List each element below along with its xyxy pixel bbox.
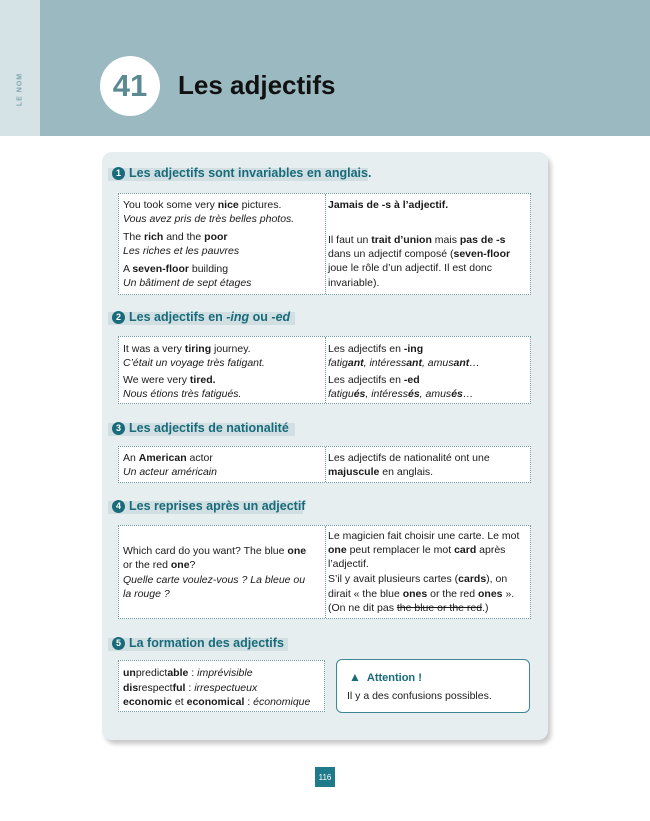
section-1-title — [112, 166, 371, 180]
page-number: 116 — [315, 767, 335, 787]
page-header — [0, 0, 650, 136]
chapter-title: Les adjectifs — [178, 70, 336, 100]
example-fr: Les riches et les pauvres — [123, 245, 240, 257]
example-en: or the red one? — [123, 559, 196, 571]
section-side-tab — [0, 0, 40, 136]
example-fr: Un acteur américain — [123, 466, 217, 478]
example-en: unpredictable : imprévisible — [123, 667, 253, 679]
section-number-badge: 2 — [112, 311, 125, 324]
example-en: It was a very tiring journey. — [123, 343, 251, 355]
section-title-text: Les adjectifs sont invariables en anglais. — [129, 166, 372, 180]
rule-text: dirait « the blue ones or the red ones ». — [328, 588, 515, 600]
example-en: disrespectful : irrespectueux — [123, 682, 258, 694]
section-2-title: 2 Les adjectifs en -ing ou -ed — [112, 310, 290, 324]
rule-text: Le magicien fait choisir une carte. Le mot — [328, 530, 520, 542]
section-4-title: 4 Les reprises après un adjectif — [112, 499, 305, 513]
rule-text: Les adjectifs en -ing — [328, 343, 424, 355]
attention-title: ▲ Attention ! — [349, 670, 422, 684]
example-fr: Quelle carte voulez-vous ? La bleue ou — [123, 574, 306, 586]
example-en: An American actor — [123, 452, 213, 464]
chapter-number: 41 — [100, 56, 160, 116]
example-en: We were very tired. — [123, 374, 216, 386]
example-fr: Un bâtiment de sept étages — [123, 277, 252, 289]
rule-text: joue le rôle d’un adjectif. Il est donc — [328, 262, 493, 274]
rule-text: Jamais de -s à l’adjectif. — [328, 199, 449, 211]
rule-text: fatigant, intéressant, amusant… — [328, 357, 480, 369]
attention-body: Il y a des confusions possibles. — [347, 690, 492, 702]
section-number-badge: 4 — [112, 500, 125, 513]
section-number-badge: 1 — [112, 167, 125, 180]
example-en: Which card do you want? The blue one — [123, 545, 307, 557]
example-en: A seven-floor building — [123, 263, 229, 275]
column-divider — [325, 194, 326, 294]
rule-text: Les adjectifs en -ed — [328, 374, 420, 386]
example-en: The rich and the poor — [123, 231, 228, 243]
rule-text: dans un adjectif composé (seven-floor — [328, 248, 511, 260]
rule-text: fatigués, intéressés, amusés… — [328, 388, 474, 400]
rule-text: S’il y avait plusieurs cartes (cards), on — [328, 573, 508, 585]
example-fr: Nous étions très fatigués. — [123, 388, 242, 400]
rule-text: Les adjectifs de nationalité ont une — [328, 452, 490, 464]
example-fr: la rouge ? — [123, 588, 170, 600]
rule-text: invariable). — [328, 277, 380, 289]
side-tab-label: LE NOM — [16, 72, 24, 107]
example-fr: Vous avez pris de très belles photos. — [123, 213, 295, 225]
attention-box — [336, 659, 530, 713]
warning-icon: ▲ — [349, 670, 361, 684]
rule-text: l’adjectif. — [328, 558, 369, 570]
example-en: You took some very nice pictures. — [123, 199, 282, 211]
section-number-badge: 3 — [112, 422, 125, 435]
rule-text: Il faut un trait d’union mais pas de -s — [328, 234, 506, 246]
column-divider — [325, 447, 326, 482]
section-5-title: 5 La formation des adjectifs — [112, 636, 284, 650]
rule-text: (On ne dit pas the blue or the red.) — [328, 602, 489, 614]
section-3-title: 3 Les adjectifs de nationalité — [112, 421, 289, 435]
column-divider — [325, 337, 326, 403]
section-number-badge: 5 — [112, 637, 125, 650]
rule-text: one peut remplacer le mot card après — [328, 544, 506, 556]
column-divider — [325, 526, 326, 618]
example-en: economic et economical : économique — [123, 696, 311, 708]
example-fr: C’était un voyage très fatigant. — [123, 357, 265, 369]
rule-text: majuscule en anglais. — [328, 466, 434, 478]
